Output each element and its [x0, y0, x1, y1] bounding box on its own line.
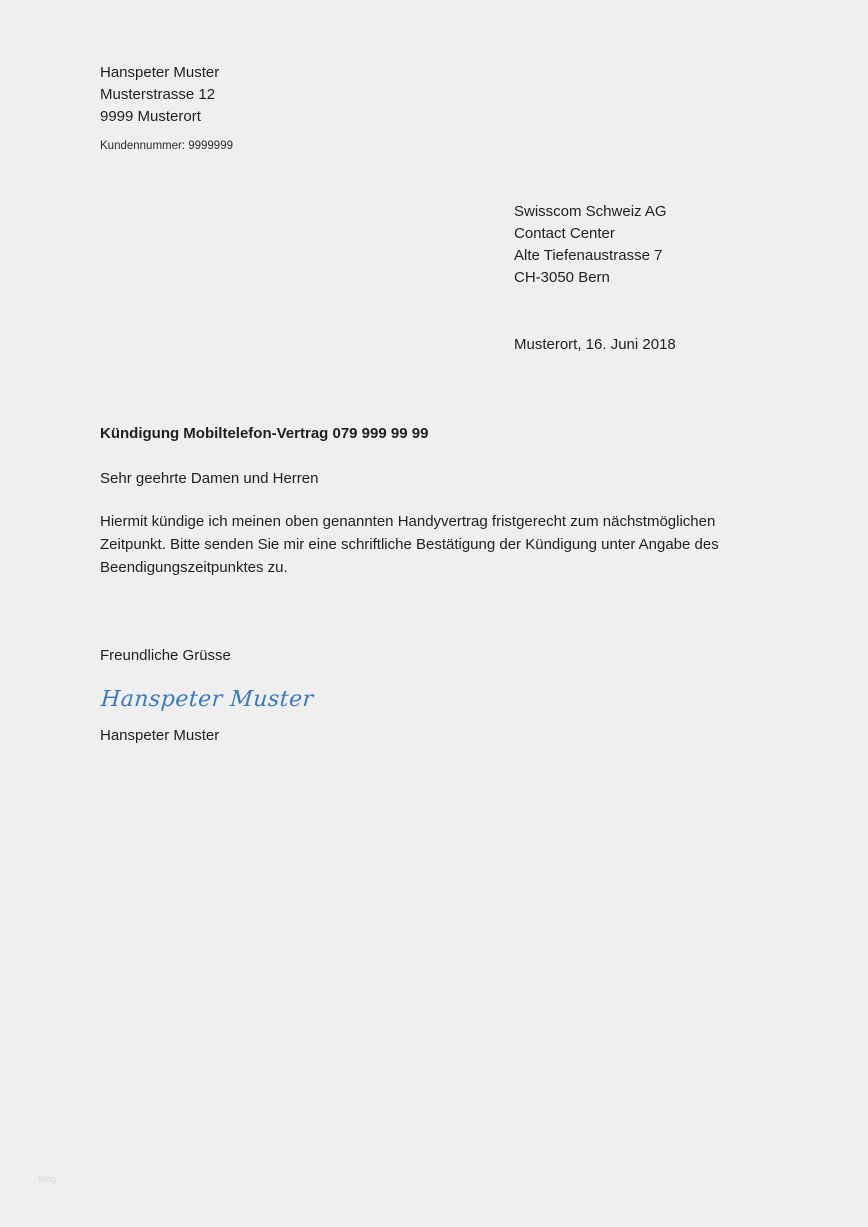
subject-line: Kündigung Mobiltelefon-Vertrag 079 999 99 99 [100, 425, 429, 442]
closing-phrase: Freundliche Grüsse [100, 647, 231, 664]
recipient-city: CH-3050 Bern [514, 269, 610, 286]
signature-printed-name: Hanspeter Muster [100, 727, 220, 744]
customer-number: Kundennummer: 9999999 [100, 140, 233, 152]
recipient-street: Alte Tiefenaustrasse 7 [514, 247, 663, 264]
recipient-address-block [514, 201, 667, 289]
sender-street: Musterstrasse 12 [100, 86, 216, 103]
sender-name: Hanspeter Muster [100, 64, 220, 81]
salutation: Sehr geehrte Damen und Herren [100, 470, 319, 487]
recipient-department: Contact Center [514, 225, 615, 242]
sender-city: 9999 Musterort [100, 108, 201, 125]
sender-address-block [100, 62, 219, 128]
watermark-text: blog [38, 1174, 57, 1184]
handwritten-signature: Hanspeter Muster [100, 687, 315, 712]
recipient-company: Swisscom Schweiz AG [514, 203, 667, 220]
date-line: Musterort, 16. Juni 2018 [514, 336, 676, 353]
body-paragraph: Hiermit kündige ich meinen oben genannten Handyvertrag fristgerecht zum nächstmöglichen Zeitpunkt. Bitte senden Sie mir eine schriftliche Bestätigung der Kündigung unter Angabe des Beendigungszeitpunktes zu. [100, 513, 719, 576]
